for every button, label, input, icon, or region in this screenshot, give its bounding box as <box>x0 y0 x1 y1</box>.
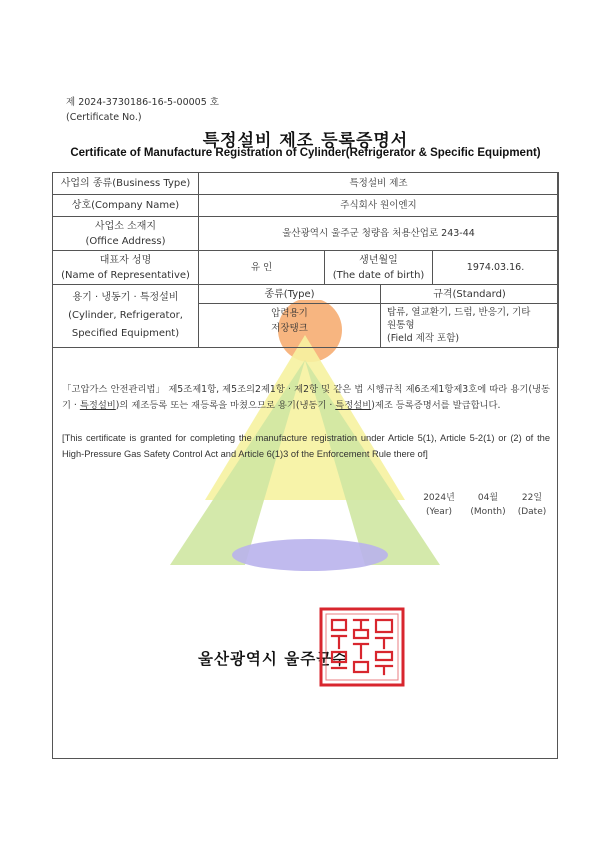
date-year-label: (Year) <box>425 507 453 517</box>
date-day-label: (Date) <box>517 507 547 517</box>
date-year-value: 2024년 <box>423 493 455 503</box>
office-value: 울산광역시 울주군 청량읍 처용산업로 243-44 <box>199 217 559 251</box>
standard-value-line2: 원통형 <box>387 320 415 331</box>
registration-table <box>52 172 559 348</box>
type-value <box>199 304 381 348</box>
birth-label-ko: 생년월일 <box>359 254 398 266</box>
certificate-number-block <box>66 95 219 125</box>
birth-label <box>325 251 433 285</box>
title-korean: 특정설비 제조 등록증명서 <box>202 131 409 151</box>
certificate-number-en: (Certificate No.) <box>66 112 142 123</box>
equipment-label-line3: Specified Equipment) <box>71 328 180 339</box>
representative-label-ko: 대표자 성명 <box>99 254 152 266</box>
statement-ko-underline1: 특정설비 <box>79 400 116 411</box>
office-label <box>53 217 199 251</box>
date-month-label: (Month) <box>470 507 506 517</box>
company-value: 주식회사 원이엔지 <box>199 195 559 217</box>
date-month-value: 04월 <box>477 493 499 503</box>
office-label-ko: 사업소 소재지 <box>94 220 157 232</box>
type-value-line1: 압력용기 <box>271 308 308 319</box>
type-header: 종류(Type) <box>199 285 381 304</box>
standard-value <box>381 304 559 348</box>
office-label-en: (Office Address) <box>85 235 166 247</box>
certificate-number: 제 2024-3730186-16-5-00005 호 <box>66 97 219 108</box>
date-day-value: 22일 <box>521 493 543 503</box>
representative-label <box>53 251 199 285</box>
statement-ko-part1: 「고압가스 안전관리법」 제5조제1항, 제5조의2제1항 · 제2항 및 같은 법 시행규칙 제6조제1항제3호에 따라 용기(냉동기 · <box>62 384 550 411</box>
business-type-label: 사업의 종류(Business Type) <box>53 173 199 195</box>
standard-value-line1: 탑류, 열교환기, 드럼, 반응기, 기타 <box>387 307 531 318</box>
statement-ko-part3: )제조 등록증명서를 발급합니다. <box>371 400 501 411</box>
date-day <box>514 491 550 519</box>
standard-value-line3: (Field 제작 포함) <box>387 333 460 344</box>
representative-label-en: (Name of Representative) <box>61 269 190 281</box>
equipment-label-line1: 용기 · 냉동기 · 특정설비 <box>72 292 179 303</box>
equipment-label <box>53 285 199 348</box>
representative-value: 유 인 <box>199 251 325 285</box>
date-month <box>466 491 510 519</box>
official-seal-stamp <box>318 606 406 688</box>
statement-ko-underline2: 특정설비 <box>335 400 372 411</box>
title-english: Certificate of Manufacture Registration of Cylinder(Refrigerator & Specific Equipment) <box>70 147 541 159</box>
standard-header: 규격(Standard) <box>381 285 559 304</box>
date-year <box>418 491 460 519</box>
business-type-value: 특정설비 제조 <box>199 173 559 195</box>
birth-label-en: (The date of birth) <box>332 269 425 281</box>
birth-value: 1974.03.16. <box>433 251 559 285</box>
company-label: 상호(Company Name) <box>53 195 199 217</box>
type-value-line2: 저장탱크 <box>271 323 308 334</box>
equipment-label-line2: (Cylinder, Refrigerator, <box>68 310 183 321</box>
certificate-statement-ko <box>62 382 550 414</box>
statement-ko-part2: )의 제조등록 또는 재등록을 마쳤으므로 용기(냉동기 · <box>115 400 336 411</box>
certificate-statement-en: [This certificate is granted for completing the manufacture registration under Article 5(1), Article 5-2(1) or (2) of the High-Pressure Gas Safety Control Act and Article 6(1)3 of the Enforcement Rule there of] <box>62 433 550 459</box>
issuer-name: 울산광역시 울주군수 <box>198 650 349 668</box>
